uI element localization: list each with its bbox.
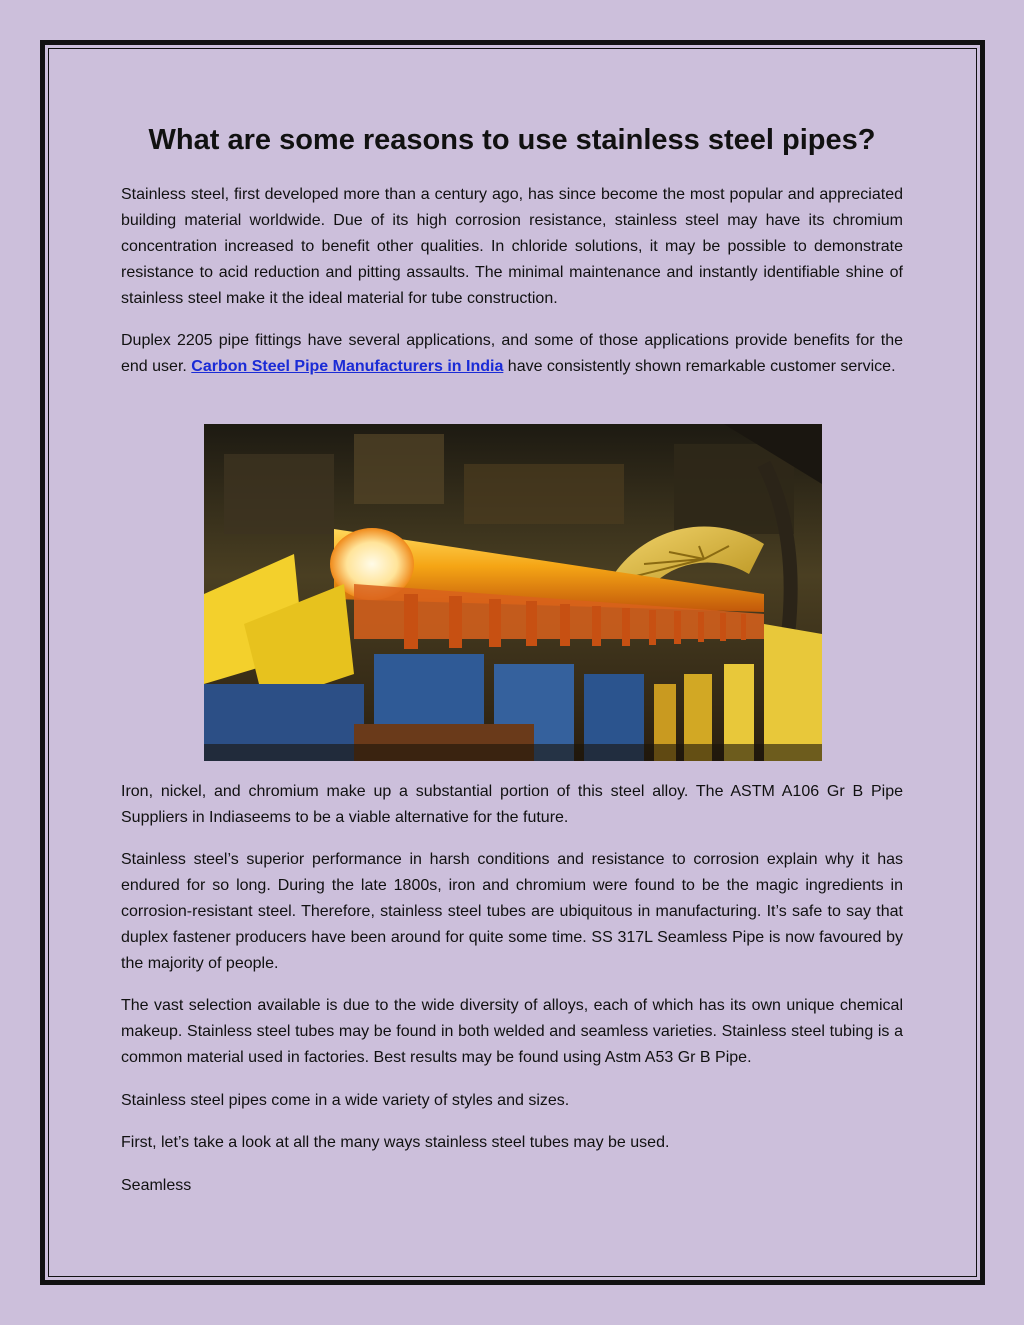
paragraph-intro: Stainless steel, first developed more than a century ago, has since become the most popular and appreciated building material worldwide. Due of its high corrosion resistance, stainless steel may have its chromium concentration increased to benefit other qualities. In chloride solutions, it may be possible to demonstrate resistance to acid reduction and pitting assaults. The minimal maintenance and instantly identifiable shine of stainless steel make it the ideal material for tube construction. bbox=[121, 186, 903, 307]
paragraph-duplex bbox=[121, 328, 903, 380]
hot-steel-pipe-photo bbox=[204, 424, 822, 761]
paragraph-variety: Stainless steel pipes come in a wide variety of styles and sizes. bbox=[121, 1092, 570, 1109]
article-title: What are some reasons to use stainless steel pipes? bbox=[148, 124, 876, 156]
carbon-steel-pipe-manufacturers-link[interactable]: Carbon Steel Pipe Manufacturers in India bbox=[191, 358, 504, 375]
paragraph-seamless: Seamless bbox=[121, 1177, 192, 1194]
paragraph-superior: Stainless steel’s superior performance in harsh conditions and resistance to corrosion explain why it has endured for so long. During the late 1800s, iron and chromium were found to be the magic ingredients in corrosion-resistant steel. Therefore, stainless steel tubes are ubiquitous in manufacturing. It’s safe to say that duplex fastener producers have been around for quite some time. SS 317L Seamless Pipe is now favoured by the majority of people. bbox=[121, 851, 903, 972]
paragraph-iron: Iron, nickel, and chromium make up a substantial portion of this steel alloy. The ASTM A106 Gr B Pipe Suppliers in Indiaseems to be a viable alternative for the future. bbox=[121, 783, 903, 826]
paragraph-vast: The vast selection available is due to the wide diversity of alloys, each of which has its own unique chemical makeup. Stainless steel tubes may be found in both welded and seamless varieties. Stainless steel tubing is a common material used in factories. Best results may be found using Astm A53 Gr B Pipe. bbox=[121, 997, 903, 1066]
paragraph-duplex-text-after: have consistently shown remarkable customer service. bbox=[503, 358, 896, 375]
paragraph-duplex-text-before: Duplex 2205 pipe fittings have several applications, and some of those applications provide benefits for the end user. bbox=[121, 332, 903, 375]
paragraph-first: First, let’s take a look at all the many ways stainless steel tubes may be used. bbox=[121, 1134, 670, 1151]
hot-steel-pipe-illustration bbox=[204, 424, 822, 761]
